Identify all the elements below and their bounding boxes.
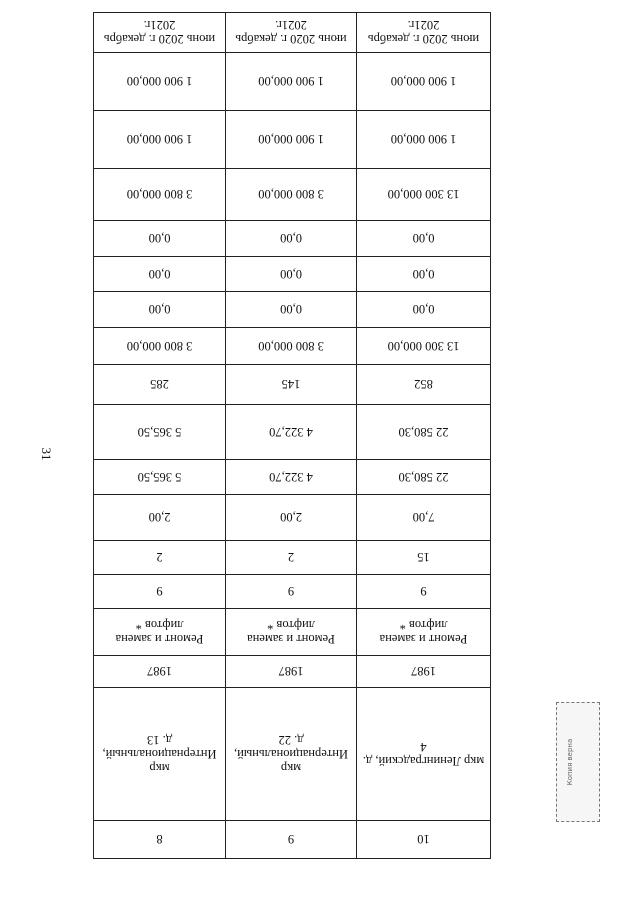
table-row	[94, 609, 491, 656]
table-row	[94, 328, 491, 365]
table-row	[94, 53, 491, 111]
row-index-cell: 9	[226, 821, 357, 859]
table-row	[94, 221, 491, 257]
stamp-text: Копия верна	[566, 738, 574, 786]
cost-cell: 3 800 000,00	[226, 169, 357, 221]
cost-cell: 0,00	[357, 257, 491, 292]
unit-cost-cell: 1 900 000,00	[357, 53, 491, 111]
count-cell: 15	[357, 541, 491, 575]
table-row	[94, 575, 491, 609]
period-cell: июнь 2020 г. декабрь 2021г.	[94, 13, 226, 53]
value-cell: 2,00	[226, 495, 357, 541]
cost-cell: 0,00	[94, 257, 226, 292]
page-number: 31	[39, 447, 54, 461]
value-cell: 7,00	[357, 495, 491, 541]
floors-cell: 9	[226, 575, 357, 609]
table-row	[94, 257, 491, 292]
address-cell: мкр Интернациональный, д. 13	[94, 688, 226, 821]
table-row	[94, 111, 491, 169]
table-row	[94, 541, 491, 575]
unit-cost-cell: 1 900 000,00	[226, 111, 357, 169]
cost-cell: 3 800 000,00	[226, 328, 357, 365]
works-table	[94, 18, 491, 859]
work-type-cell: Ремонт и замена лифтов *	[226, 609, 357, 656]
cost-cell: 0,00	[94, 292, 226, 328]
work-type-cell: Ремонт и замена лифтов *	[357, 609, 491, 656]
unit-cost-cell: 1 900 000,00	[94, 111, 226, 169]
area-cell: 4 322,70	[226, 460, 357, 495]
unit-cost-cell: 1 900 000,00	[226, 53, 357, 111]
area-cell: 5 365,50	[94, 460, 226, 495]
certification-stamp	[556, 702, 600, 822]
table-row	[94, 656, 491, 688]
cost-cell: 3 800 000,00	[94, 169, 226, 221]
cost-cell: 3 800 000,00	[94, 328, 226, 365]
residents-cell: 145	[226, 365, 357, 405]
residents-cell: 285	[94, 365, 226, 405]
cost-cell: 13 300 000,00	[357, 169, 491, 221]
cost-cell: 0,00	[357, 221, 491, 257]
table-row	[94, 821, 491, 859]
floors-cell: 9	[94, 575, 226, 609]
area-cell: 22 580,30	[357, 460, 491, 495]
row-index-cell: 8	[94, 821, 226, 859]
count-cell: 2	[226, 541, 357, 575]
area-cell: 5 365,50	[94, 405, 226, 460]
period-cell: июнь 2020 г. декабрь 2021г.	[226, 13, 357, 53]
year-cell: 1987	[94, 656, 226, 688]
cost-cell: 0,00	[226, 257, 357, 292]
table-row	[94, 13, 491, 53]
row-index-cell: 10	[357, 821, 491, 859]
area-cell: 22 580,30	[357, 405, 491, 460]
count-cell: 2	[94, 541, 226, 575]
cost-cell: 0,00	[226, 292, 357, 328]
residents-cell: 852	[357, 365, 491, 405]
cost-cell: 0,00	[226, 221, 357, 257]
address-cell: мкр Интернациональный, д. 22	[226, 688, 357, 821]
table-row	[94, 365, 491, 405]
table-row	[94, 169, 491, 221]
year-cell: 1987	[357, 656, 491, 688]
table-row	[94, 292, 491, 328]
period-cell: июнь 2020 г. декабрь 2021г.	[357, 13, 491, 53]
unit-cost-cell: 1 900 000,00	[357, 111, 491, 169]
year-cell: 1987	[226, 656, 357, 688]
floors-cell: 9	[357, 575, 491, 609]
unit-cost-cell: 1 900 000,00	[94, 53, 226, 111]
table-row	[94, 460, 491, 495]
area-cell: 4 322,70	[226, 405, 357, 460]
table-row	[94, 495, 491, 541]
cost-cell: 0,00	[94, 221, 226, 257]
value-cell: 2,00	[94, 495, 226, 541]
cost-cell: 0,00	[357, 292, 491, 328]
work-type-cell: Ремонт и замена лифтов *	[94, 609, 226, 656]
table-row	[94, 405, 491, 460]
table-row	[94, 688, 491, 821]
address-cell: мкр Ленинградский, д. 4	[357, 688, 491, 821]
cost-cell: 13 300 000,00	[357, 328, 491, 365]
